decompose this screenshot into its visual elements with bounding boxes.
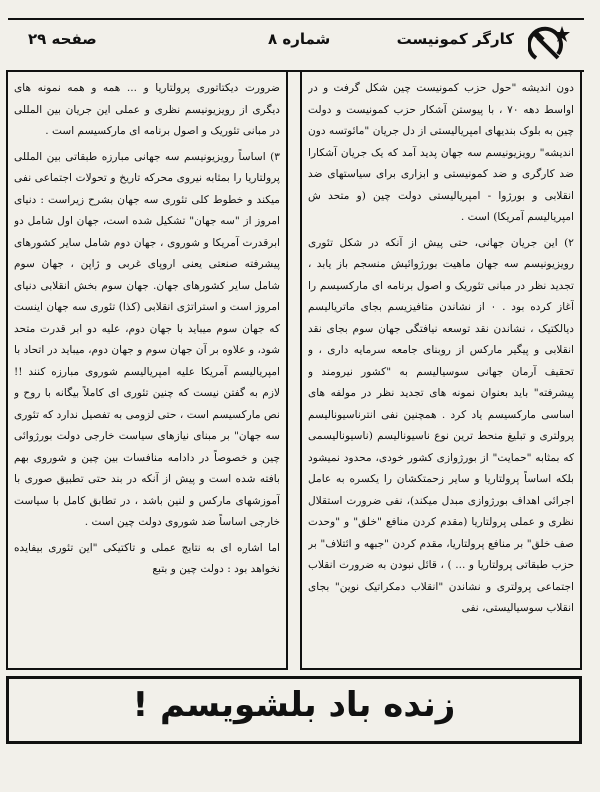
footer-slogan: زنده باد بلشویسم ! xyxy=(132,685,456,725)
footer-banner xyxy=(6,676,582,744)
issue-number: شماره ۸ xyxy=(268,30,331,48)
left-paragraph-2: ۳) اساساً رویزیونیسم سه جهانی مبارزه طبقاتی بین المللی پرولتاریا را بمثابه نیروی محرکه تاریخ و تحولات اجتماعی نفی میکند و خطوط کلی تئوری سه جهان بشرح زیراست : دنیای امروز از "سه جهان" تشکیل شده است، جهان اول شامل دو ابرقدرت آمریکا و شوروی ، جهان دوم شامل سایر کشورهای پیشرفته صنعتی یعنی اروپای غربی و ژاپن ، جهان سوم شامل سایر کشورهای جهان. جهان سوم بخش انقلابی دنیای امروز است و استراتژی انقلابی (کذا) تئوری سه جهان اینست که جهان سوم میباید با جهان دوم، علیه دو ابر قدرت متحد شود، و علاوه بر آن جهان سوم و جهان دوم، میباید در اتحاد با امپریالیسم آمریکا علیه امپریالیسم شوروی مبارزه کنند !! لازم به گفتن نیست که چنین تئوری ای کاملاً بیگانه با روح و نص مارکسیسم است ، حتی لزومی به تفصیل ندارد که تئوری سه جهان" بر مبنای نیازهای سیاست خارجی دولت بورژوائی چین و خصوصاً در دادامه منافسات بین چین و شوروی بهم بافته شده است و پیش از آنکه در بند حتی تطبیق صوری با آموزشهای مارکس و لنین باشد ، در تطابق کامل با سیاست خارجی اساساً ضد شوروی دولت چین است . xyxy=(14,150,280,528)
masthead xyxy=(8,18,584,72)
right-column xyxy=(300,70,582,670)
page-number: صفحه ۲۹ xyxy=(28,30,97,48)
newspaper-title: کارگر کمونیست xyxy=(396,30,514,48)
left-paragraph-1: ضرورت دیکتاتوری پرولتاریا و ... همه و همه نمونه های دیگری از رویزیونیسم نظری و عملی این جریان بین المللی در مبانی تئوریک و اصول برنامه ای مارکسیسم است . xyxy=(14,82,280,137)
right-paragraph-2: ۲) این جریان جهانی، حتی پیش از آنکه در شکل تئوری رویزیونیسم سه جهان ماهیت بورژوائیش منسجم باز یابد ، تجدید نظر در مبانی تئوریک و اصول برنامه ای مارکسیسم را آغاز کرده بود . ۰ از نشاندن متافیزیسم بجای ماتریالیسم دیالکتیک ، نشاندن نقد توسعه نیافتگی جهان سوم بجای نقد انقلابی و پیگیر مارکس از روبنای جامعه سرمایه داری ، و تحقیف آرمان جهانی سوسیالیسم به "کشور نیرومند و پیشرفته" باید بعنوان نمونه های تجدید نظر در مولفه های اساسی مارکسیسم یاد کرد . همچنین نفی انترناسیونالیسم پرولتری و تبلیغ منحط ترین نوع ناسیونالیسم (ناسیونالیسمی که بمثابه "حمایت" از بورژوازی کشور خودی، محدود نمیشود بلکه اساساً پرولتاریا و سایر زحمتکشان را یکسره به عامل اجرائی اهداف بورژوازی مبدل میکند)، نفی ضرورت استقلال نظری و عملی پرولتاریا (مقدم کردن منافع "خلق" و "وحدت صف خلق" بر منافع پرولتاریا، مقدم کردن "جبهه و ائتلاف" بر حزب طبقاتی پرولتاریا و ... ) ، قائل نبودن به ضرورت انقلاب اجتماعی پرولتری و نشاندن "انقلاب دمکراتیک نوین" بجای انقلاب سوسیالیستی، نفی xyxy=(308,236,574,614)
right-paragraph-1: دون اندیشه "حول حزب کمونیست چین شکل گرفت و در اواسط دهه ۷۰ ، با پیوستن آشکار حزب کمونیست و دولت چین به بلوک بندیهای امپریالیستی از دل جریان "مائوتسه دون اندیشه" رویزیونیسم سه جهان پدید آمد که یک جریان آشکارا ضد کارگری و ضد کمونیستی و ابزاری برای سیاستهای ضد انقلابی و بورژوا - امپریالیستی دولت چین (و متحد ش امپریالیسم آمریکا) است . xyxy=(308,82,574,223)
hammer-sickle-star-icon xyxy=(528,24,576,64)
left-paragraph-3: اما اشاره ای به نتایج عملی و تاکتیکی "این تئوری بیفایده نخواهد بود : دولت چین و بتبع xyxy=(14,541,280,575)
left-column xyxy=(6,70,288,670)
